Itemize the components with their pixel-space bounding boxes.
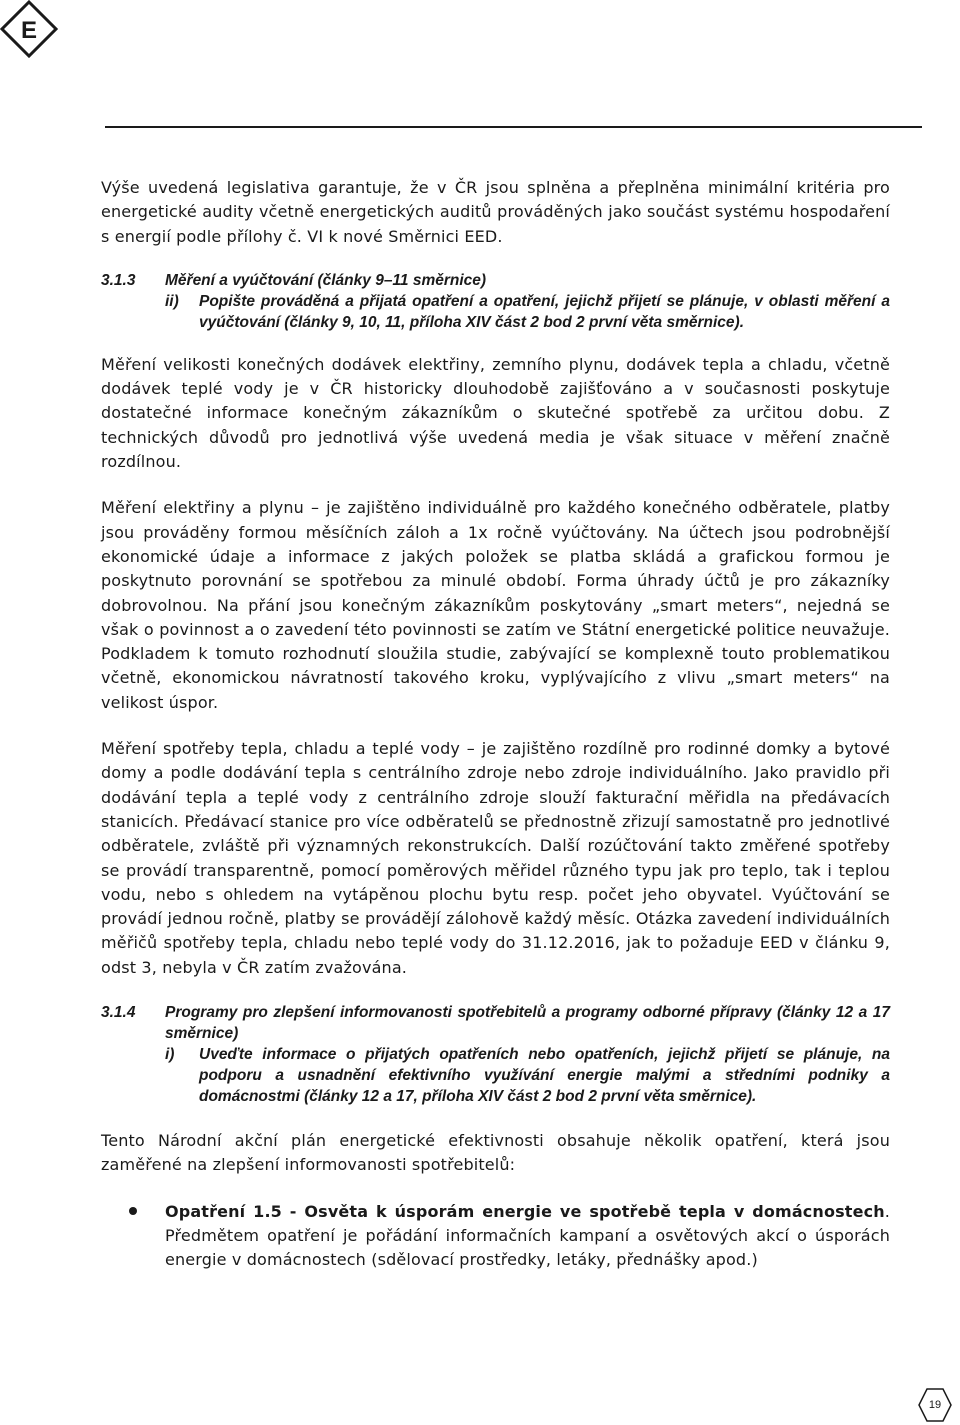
page-number: 19 — [928, 1399, 942, 1411]
section-3-1-3 — [101, 270, 890, 333]
paragraph-legislation: Výše uvedená legislativa garantuje, že v ČR jsou splněna a přeplněna minimální kritéria pro energetické audity včetně energetických auditů prováděných jako součást systému hospodaření s energií podle přílohy č. VI k nové Směrnici EED. — [101, 178, 890, 246]
measure-title: Opatření 1.5 - Osvěta k úsporám energie ve spotřebě tepla v domácnostech — [165, 1201, 885, 1221]
subsection-label: i) — [165, 1046, 175, 1064]
section-title: Programy pro zlepšení informovanosti spotřebitelů a programy odborné přípravy (články 12 a 17 směrnice) — [165, 1004, 890, 1043]
page-content — [101, 176, 890, 1273]
paragraph-measurement-overview: Měření velikosti konečných dodávek elektřiny, zemního plynu, dodávek tepla a chladu, včetně dodávek teplé vody je v ČR historicky dlouhodobě zajišťováno a v současnosti poskytuje dostatečné informace konečným zákazníkům o skutečné spotřebě za určitou dobu. Z technických důvodů pro jednotlivá výše uvedená media je však situace v měření značně rozdílnou. — [101, 354, 890, 472]
section-3-1-4 — [101, 1002, 890, 1107]
measure-description: . Předmětem opatření je pořádání informačních kampaní a osvětových akcí o úsporách energie v domácnostech (sdělovací prostředky, letáky, přednášky apod.) — [165, 1201, 890, 1270]
subsection-text: Popište prováděná a přijatá opatření a opatření, jejichž přijetí se plánuje, v oblasti měření a vyúčtování (články 9, 10, 11, příloha XIV část 2 bod 2 první věta směrnice). — [199, 292, 890, 331]
section-number: 3.1.4 — [101, 1004, 136, 1022]
subsection-label: ii) — [165, 292, 179, 310]
bullet-icon — [101, 1200, 165, 1273]
list-item — [101, 1200, 890, 1273]
section-number: 3.1.3 — [101, 271, 136, 289]
paragraph-heat-measurement: Měření spotřeby tepla, chladu a teplé vody – je zajištěno rozdílně pro rodinné domky a bytové domy a podle dodávání tepla s centrálního zdroje nebo zdroje individuálního. Jako pravidlo při dodávání tepla a teplé vody z centrálního zdroje slouží fakturační měřidla na předávacích stanicích. Předávací stanice pro více odběratelů se přednostně zřizují samostatně pro jednotlivé odběratele, zvláště při významných rekonstrukcích. Další rozúčtování takto změřené spotřeby se provádí transparentně, pomocí poměrových měřidel různého typu jak pro teplo, tak i teplou vodu, nebo s ohledem na vytápěnou plochu bytu resp. počet jeho obyvatel. Vyúčtování se provádí jednou ročně, platby se provádějí zálohově každý měsíc. Otázka zavedení individuálních měřičů spotřeby tepla, chladu nebo teplé vody do 31.12.2016, jak to požaduje EED v článku 9, odst 3, nebyla v ČR zatím zvažována. — [101, 739, 890, 977]
subsection-text: Uveďte informace o přijatých opatřeních nebo opatřeních, jejichž přijetí se plánuje, na podporu a usnadnění efektivního využívání energie malými a středními podniky a domácnostmi (články 12 a 17, příloha XIV část 2 bod 2 první věta směrnice). — [199, 1046, 890, 1106]
section-title: Měření a vyúčtování (články 9–11 směrnice) — [165, 271, 487, 289]
paragraph-action-plan: Tento Národní akční plán energetické efektivnosti obsahuje několik opatření, která jsou zaměřené na zlepšení informovanosti spotřebitelů: — [101, 1131, 890, 1175]
logo-letter: E — [20, 17, 38, 44]
header-rule — [105, 126, 922, 128]
paragraph-electricity-gas: Měření elektřiny a plynu – je zajištěno individuálně pro každého konečného odběratele, platby jsou prováděny formou měsíčních záloh a 1x ročně vyúčtovány. Na účtech jsou podrobnější ekonomické údaje a informace z jakých položek se platba skládá a grafickou formou je poskytnuto porovnání se spotřebou za minulé období. Forma úhrady účtů je pro zákazníky dobrovolnou. Na přání jsou konečným zákazníkům poskytovány „smart meters“, nejedná se však o povinnost a o zavedení této povinnosti se zatím ve Státní energetické politice neuvažuje. Podkladem k tomuto rozhodnutí sloužila studie, zabývající se komplexně touto problematikou včetně, ekonomickou návratností takového kroku, vyplývajícího z vlivu „smart meters“ na velikost úspor. — [101, 498, 890, 712]
logo-e-icon — [0, 0, 58, 58]
